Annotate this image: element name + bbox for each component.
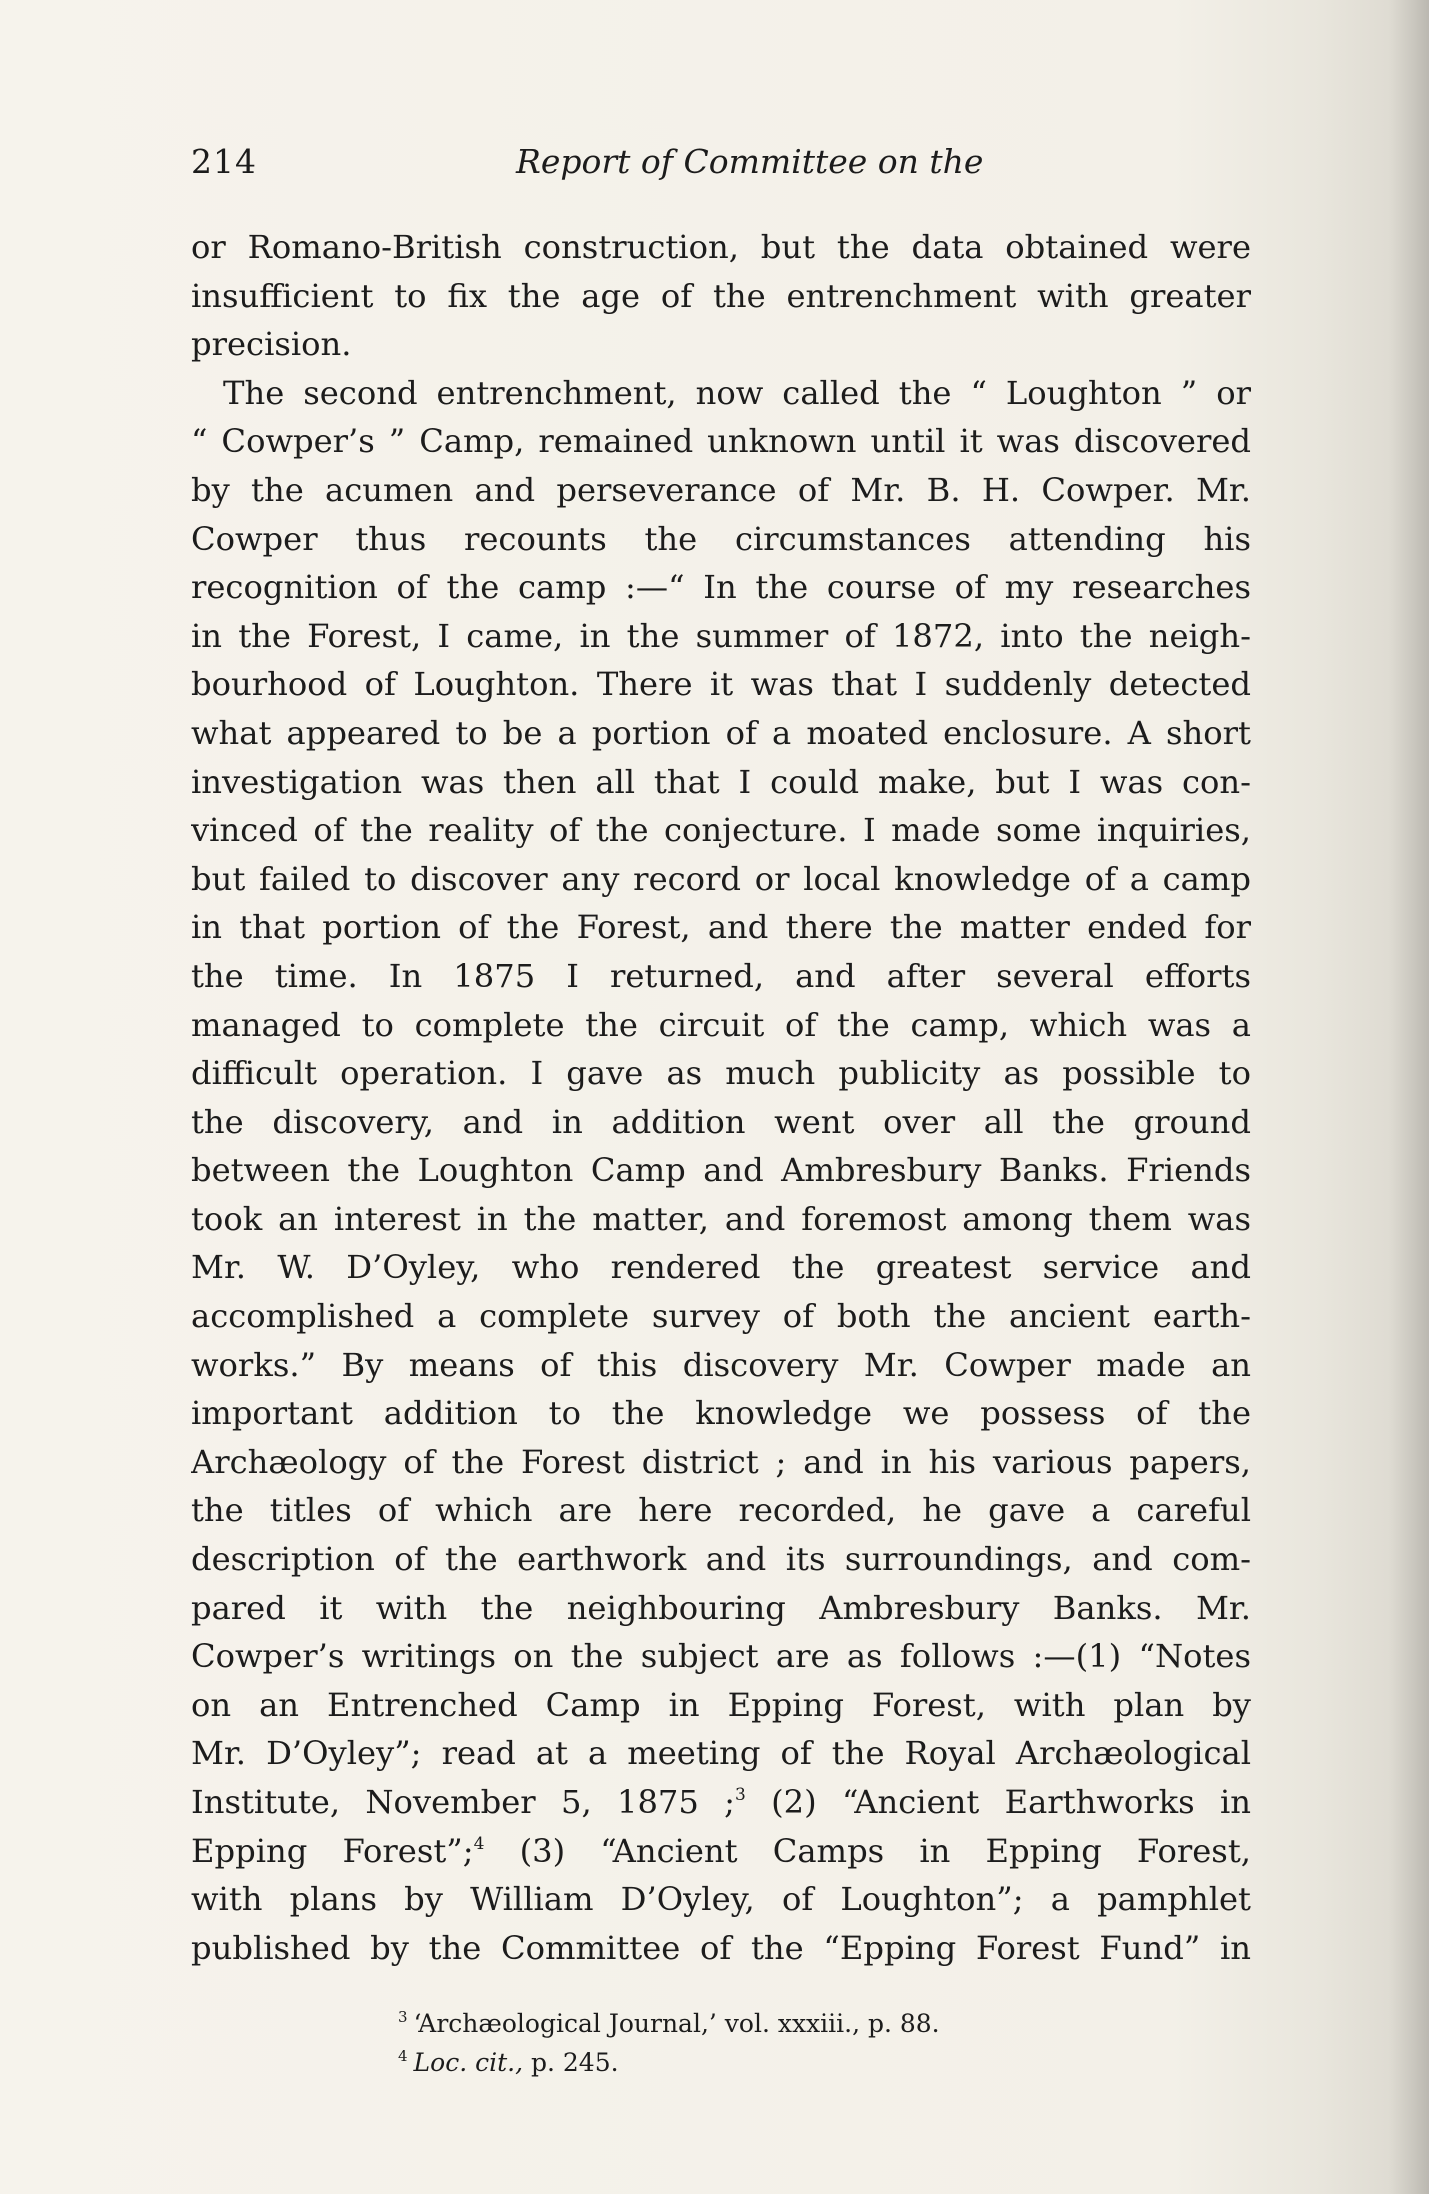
text-line-with-footnote bbox=[191, 1827, 1251, 1876]
text-line: Mr. W. D’Oyley, who rendered the greatest service and bbox=[191, 1248, 1251, 1287]
text-line: Cowper thus recounts the circumstances attending his bbox=[191, 519, 1251, 558]
text-line: pared it with the neighbouring Ambresbury Banks. Mr. bbox=[191, 1588, 1251, 1627]
text-line: important addition to the knowledge we possess of the bbox=[191, 1394, 1251, 1433]
text-line: the titles of which are here recorded, he gave a careful bbox=[191, 1491, 1251, 1530]
page-header bbox=[191, 142, 1251, 192]
text-line: insufficient to fix the age of the entrenchment with greater bbox=[191, 276, 1251, 315]
text-segment: (3) “Ancient Camps in Epping Forest, bbox=[484, 1831, 1251, 1870]
footnote bbox=[398, 2001, 1198, 2040]
running-head: Report of Committee on the bbox=[516, 142, 984, 181]
footnote-italic-text: Loc. cit., bbox=[413, 2048, 524, 2077]
text-line: or Romano-British construction, but the data obtained were bbox=[191, 228, 1251, 266]
text-line: but failed to discover any record or local knowledge of a camp bbox=[191, 859, 1251, 898]
text-segment: Institute, November 5, 1875 ; bbox=[191, 1783, 736, 1821]
text-line: what appeared to be a portion of a moated enclosure. A short bbox=[191, 713, 1251, 752]
text-line: investigation was then all that I could make, but I was con- bbox=[191, 762, 1251, 801]
footnote-reference: 3 bbox=[735, 1785, 746, 1805]
text-line: published by the Committee of the “Epping Forest Fund” in bbox=[191, 1928, 1251, 1967]
text-line: Cowper’s writings on the subject are as follows :—(1) “Notes bbox=[191, 1637, 1251, 1676]
text-line: by the acumen and perseverance of Mr. B. H. Cowper. Mr. bbox=[191, 470, 1251, 509]
footnote-text: ‘Archæological Journal,’ vol. xxxiii., p. 88. bbox=[413, 2009, 940, 2038]
text-line: in the Forest, I came, in the summer of 1872, into the neigh- bbox=[191, 616, 1251, 655]
text-segment: Epping Forest”; bbox=[191, 1831, 474, 1870]
text-line: difficult operation. I gave as much publicity as possible to bbox=[191, 1054, 1251, 1093]
text-line: recognition of the camp :—“ In the course of my researches bbox=[191, 568, 1251, 607]
text-line-with-footnote bbox=[191, 1778, 1251, 1827]
text-line: the discovery, and in addition went over all the ground bbox=[191, 1102, 1251, 1141]
text-line: Mr. D’Oyley”; read at a meeting of the Royal Archæological bbox=[191, 1734, 1251, 1773]
text-line: works.” By means of this discovery Mr. Cowper made an bbox=[191, 1345, 1251, 1384]
body-text bbox=[191, 223, 1251, 1972]
text-line: accomplished a complete survey of both the ancient earth- bbox=[191, 1297, 1251, 1336]
binding-shadow bbox=[1389, 0, 1429, 2194]
text-line: description of the earthwork and its surroundings, and com- bbox=[191, 1540, 1251, 1579]
text-line: took an interest in the matter, and foremost among them was bbox=[191, 1199, 1251, 1238]
text-line: “ Cowper’s ” Camp, remained unknown until it was discovered bbox=[191, 422, 1251, 461]
text-line: between the Loughton Camp and Ambresbury Banks. Friends bbox=[191, 1151, 1251, 1190]
text-line: The second entrenchment, now called the “ Loughton ” or bbox=[223, 373, 1251, 412]
text-segment: (2) “Ancient Earthworks in bbox=[745, 1783, 1251, 1821]
text-line: precision. bbox=[191, 325, 352, 364]
text-line: in that portion of the Forest, and there the matter ended for bbox=[191, 908, 1251, 947]
text-line: on an Entrenched Camp in Epping Forest, with plan by bbox=[191, 1685, 1251, 1724]
footnote-reference: 4 bbox=[473, 1833, 485, 1854]
footnotes bbox=[398, 2001, 1198, 2079]
page-number: 214 bbox=[191, 142, 257, 181]
text-line: Archæology of the Forest district ; and in his various papers, bbox=[191, 1442, 1251, 1481]
text-line: the time. In 1875 I returned, and after several efforts bbox=[191, 956, 1251, 995]
text-line: with plans by William D’Oyley, of Loughton”; a pamphlet bbox=[191, 1880, 1251, 1919]
text-line: vinced of the reality of the conjecture. I made some inquiries, bbox=[191, 811, 1251, 850]
text-line: managed to complete the circuit of the camp, which was a bbox=[191, 1005, 1251, 1044]
footnote-text: p. 245. bbox=[523, 2048, 619, 2077]
footnote-mark: 3 bbox=[398, 2008, 408, 2026]
footnote-mark: 4 bbox=[398, 2047, 408, 2065]
text-line: bourhood of Loughton. There it was that I suddenly detected bbox=[191, 665, 1251, 704]
footnote bbox=[398, 2040, 1198, 2079]
